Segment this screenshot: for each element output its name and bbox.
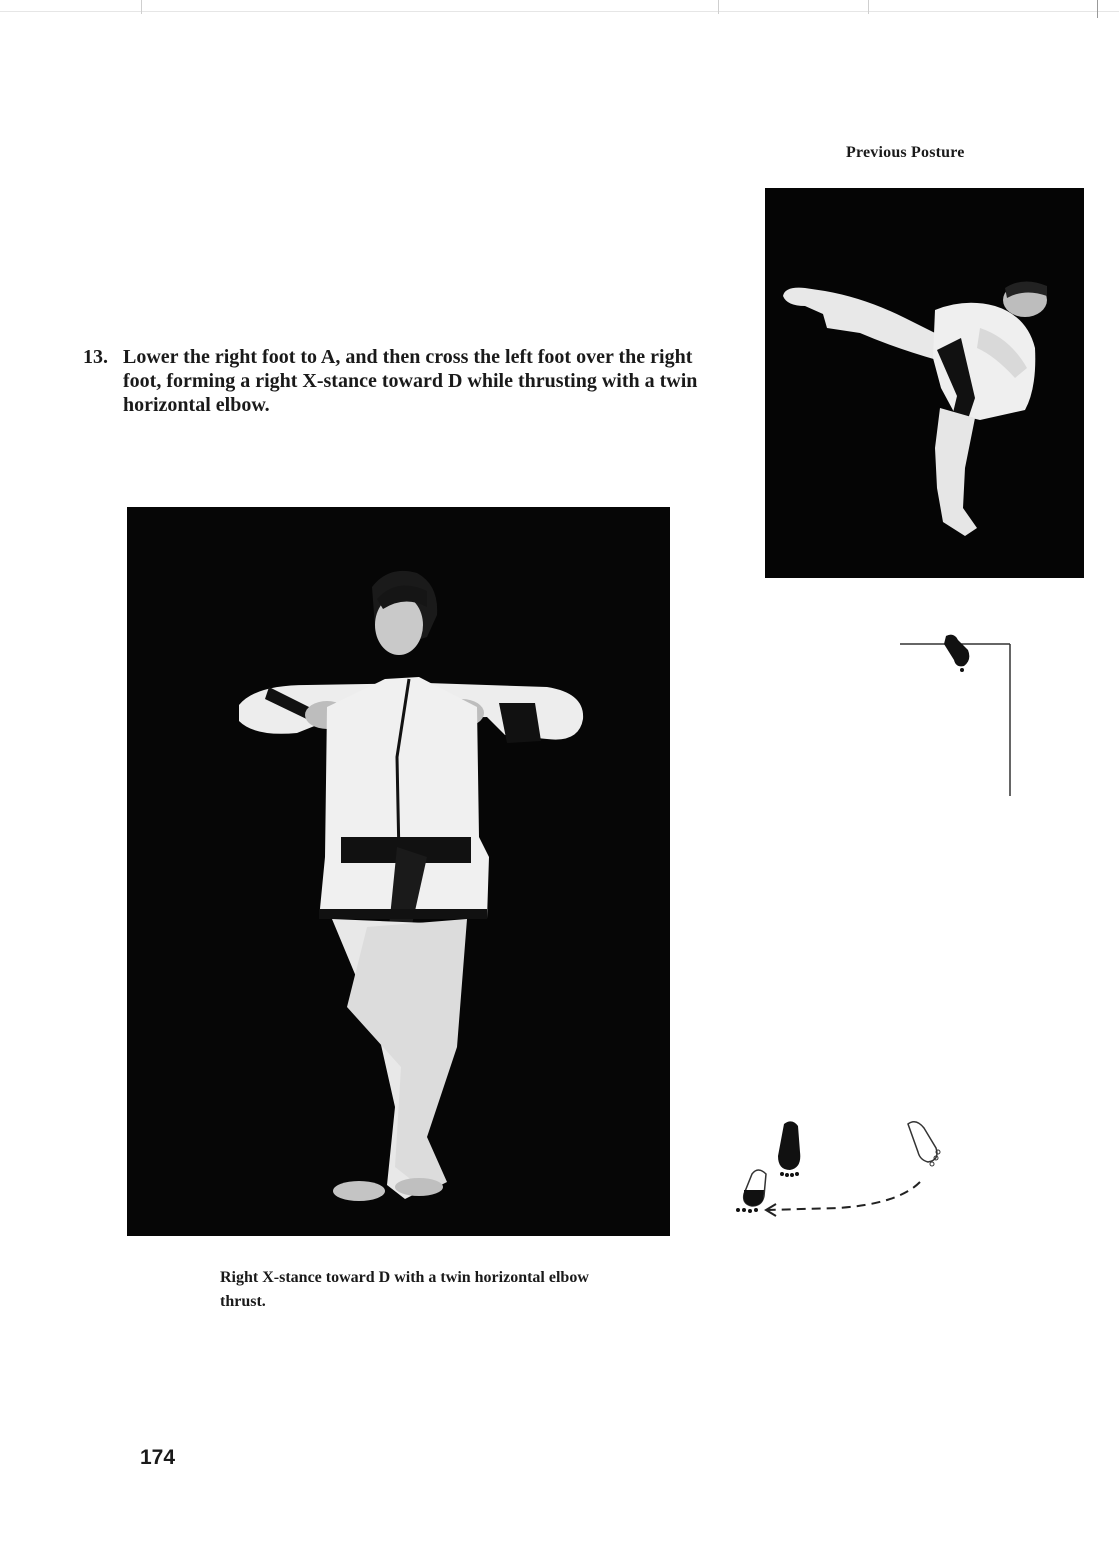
step-number: 13.	[83, 346, 108, 368]
scan-tick-mark	[868, 0, 869, 14]
step-instruction	[83, 345, 723, 417]
footprints-dashed-arrow-icon	[728, 1112, 953, 1222]
top-scan-rule	[0, 11, 1119, 12]
x-stance-figure-icon	[127, 507, 670, 1236]
step-text: Lower the right foot to A, and then cross the left foot over the right foot, forming a right X-stance toward D while thrusting with a twin horizontal elbow.	[123, 346, 698, 416]
main-posture-photo	[127, 507, 670, 1236]
scan-tick-mark	[1097, 0, 1098, 18]
scan-tick-mark	[141, 0, 142, 14]
previous-posture-photo	[765, 188, 1084, 578]
page-number: 174	[140, 1446, 176, 1469]
scan-tick-mark	[718, 0, 719, 14]
direction-diagram	[898, 630, 1018, 802]
footwork-diagram	[728, 1112, 953, 1222]
side-kick-figure-icon	[765, 188, 1084, 578]
footprint-corner-icon	[898, 630, 1018, 802]
photo-caption: Right X-stance toward D with a twin horizontal elbow thrust.	[220, 1269, 589, 1310]
previous-posture-label: Previous Posture	[846, 144, 965, 161]
